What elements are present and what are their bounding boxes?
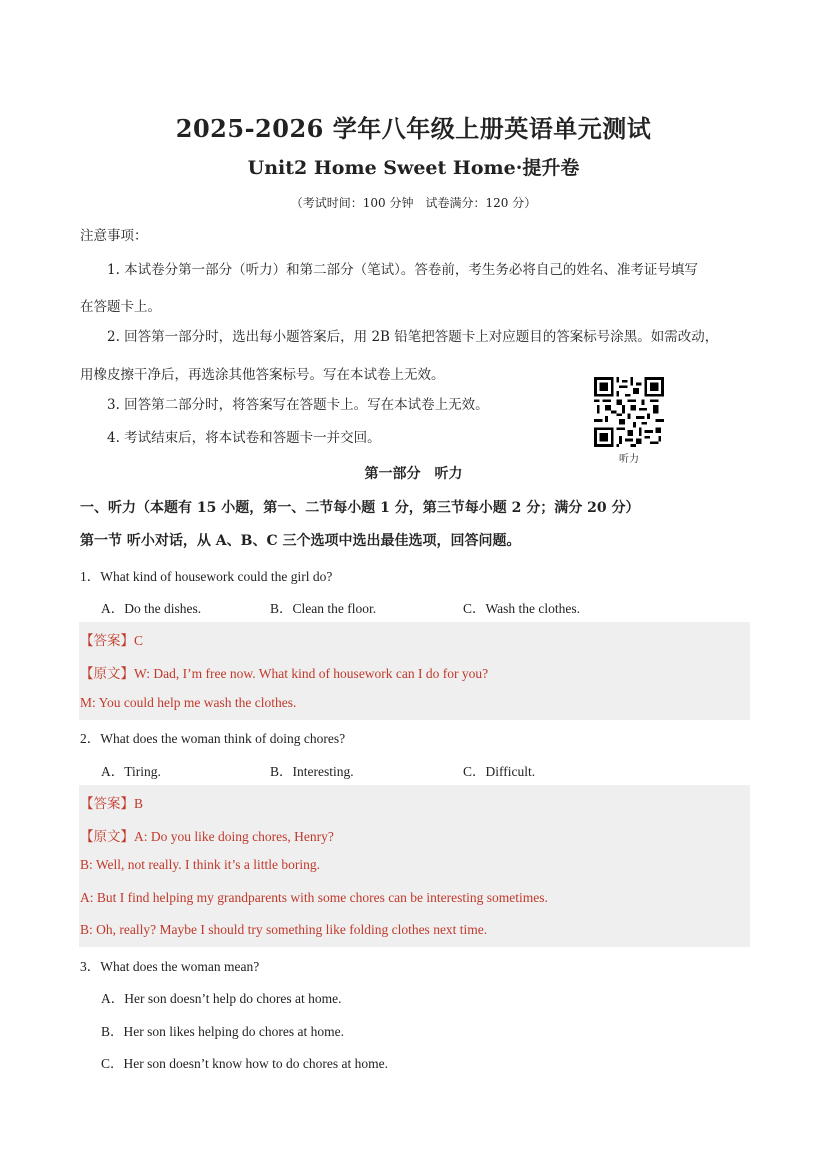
script-tag: 【原文】 [80, 829, 134, 844]
notes-heading: 注意事项： [80, 228, 148, 244]
script-1-line-1-text: W: Dad, I’m free now. What kind of housework can I do for you? [134, 666, 489, 681]
page-subtitle: Unit2 Home Sweet Home·提升卷 [247, 157, 580, 179]
question-1-option-a: A．Do the dishes. [101, 601, 202, 616]
part-title: 第一部分 听力 [364, 466, 463, 482]
exam-info: （考试时间：100 分钟 试卷满分：120 分） [290, 196, 537, 210]
script-2-line-4: B: Oh, really? Maybe I should try something like folding clothes next time. [80, 922, 488, 937]
script-2-line-3: A: But I find helping my grandparents with some chores can be interesting sometimes. [80, 890, 548, 905]
section-heading: 一、听力（本题有 15 小题，第一、二节每小题 1 分，第三节每小题 2 分；满分 20 分） [80, 500, 640, 516]
note-item-4: 4. 考试结束后，将本试卷和答题卡一并交回。 [107, 430, 381, 446]
answer-2-value: B [134, 796, 144, 811]
qr-label: 听力 [619, 454, 639, 465]
note-item-1: 1. 本试卷分第一部分（听力）和第二部分（笔试）。答卷前，考生务必将自己的姓名、准考证号填写 [107, 262, 698, 278]
question-3-option-a: A．Her son doesn’t help do chores at home. [101, 991, 342, 1006]
answer-2 [80, 792, 143, 812]
question-2-option-a: A．Tiring. [101, 764, 161, 779]
page-title: 2025-2026 学年八年级上册英语单元测试 [175, 114, 652, 143]
script-1-line-1 [80, 662, 488, 682]
question-1-option-b: B．Clean the floor. [270, 601, 377, 616]
question-3-option-b: B．Her son likes helping do chores at home. [101, 1024, 344, 1039]
question-2-option-b: B．Interesting. [270, 764, 354, 779]
answer-1-value: C [134, 633, 144, 648]
answer-tag: 【答案】 [80, 796, 134, 811]
question-1-stem: 1．What kind of housework could the girl do? [80, 569, 333, 584]
note-item-3: 3. 回答第二部分时，将答案写在答题卡上。写在本试卷上无效。 [107, 397, 489, 413]
script-2-line-1 [80, 825, 334, 845]
subsection-heading: 第一节 听小对话，从 A、B、C 三个选项中选出最佳选项，回答问题。 [80, 533, 521, 549]
script-2-line-1-text: A: Do you like doing chores, Henry? [134, 829, 334, 844]
note-item-1-cont: 在答题卡上。 [80, 299, 161, 315]
note-item-2: 2. 回答第一部分时，选出每小题答案后，用 2B 铅笔把答题卡上对应题目的答案标号涂黑。如需改动， [107, 329, 719, 345]
script-2-line-2: B: Well, not really. I think it’s a little boring. [80, 857, 321, 872]
question-3-stem: 3．What does the woman mean? [80, 959, 260, 974]
question-3-option-c: C．Her son doesn’t know how to do chores at home. [101, 1056, 388, 1071]
answer-1 [80, 629, 143, 649]
question-1-option-c: C．Wash the clothes. [463, 601, 581, 616]
note-item-2-cont: 用橡皮擦干净后，再选涂其他答案标号。写在本试卷上无效。 [80, 367, 445, 383]
script-1-line-2: M: You could help me wash the clothes. [80, 695, 297, 710]
answer-tag: 【答案】 [80, 633, 134, 648]
question-2-option-c: C．Difficult. [463, 764, 536, 779]
question-2-stem: 2．What does the woman think of doing chores? [80, 731, 346, 746]
qr-code-icon[interactable] [594, 377, 664, 447]
script-tag: 【原文】 [80, 666, 134, 681]
